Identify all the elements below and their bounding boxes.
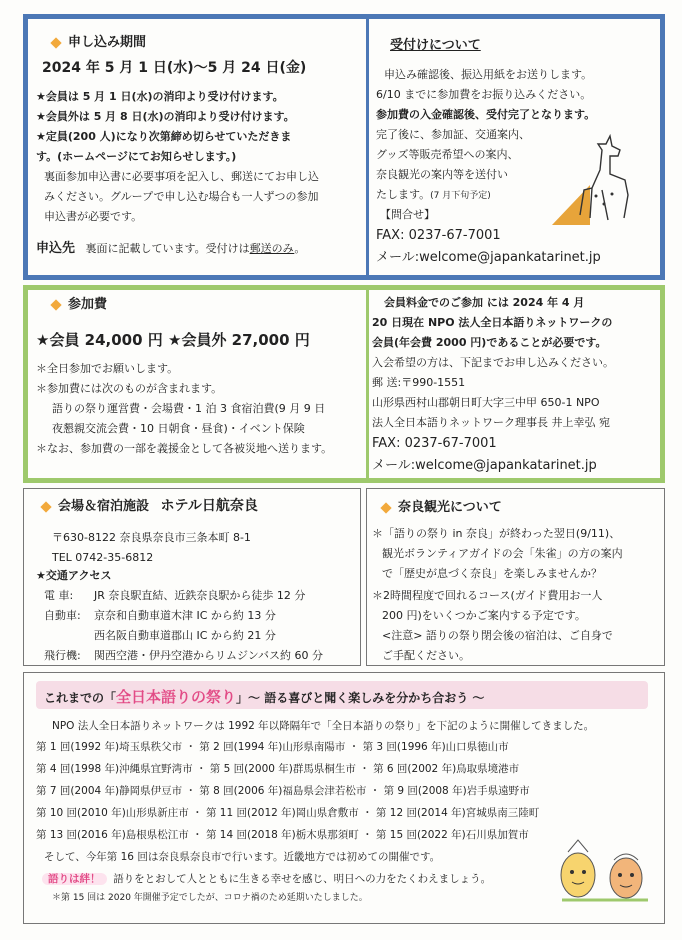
history-line: 第 10 回(2010 年)山形県新庄市 ・ 第 11 回(2012 年)岡山県倉敷市 ・ 第 12 回(2014 年)宮城県南三陸町 — [36, 807, 540, 819]
dest-text-underline: 郵送のみ — [249, 242, 295, 255]
history-pre: これまでの「 — [44, 691, 117, 705]
history-heading — [44, 688, 484, 706]
venue-tel: TEL 0742-35-6812 — [52, 551, 154, 564]
reception-fax: FAX: 0237-67-7001 — [376, 228, 501, 243]
member-line: 郵 送:〒990-1551 — [372, 376, 466, 389]
fee-title: 参加費 — [68, 297, 108, 312]
member-line: 法人全日本語りネットワーク理事長 井上幸弘 宛 — [372, 416, 610, 429]
period-line: す。(ホームページにてお知らせします。) — [36, 150, 237, 163]
diamond-icon — [50, 37, 61, 48]
top-divider — [366, 19, 369, 275]
reception-line: 参加費の入金確認後、受付完了となります。 — [376, 108, 596, 121]
dest-label: 申込先 — [36, 241, 76, 256]
access-key: 電 車: — [44, 589, 74, 602]
nara-line: ご手配ください。 — [382, 649, 470, 662]
diamond-icon — [40, 501, 51, 512]
reception-line-text: たします。 — [376, 188, 431, 201]
period-dates: 2024 年 5 月 1 日(水)～5 月 24 日(金) — [42, 60, 307, 76]
access-value: JR 奈良駅直結、近鉄奈良駅から徒歩 12 分 — [94, 589, 306, 602]
history-line: 第 13 回(2016 年)島根県松江市 ・ 第 14 回(2018 年)栃木県那須町 ・ 第 15 回(2022 年)石川県加賀市 — [36, 829, 529, 841]
nara-heading — [382, 500, 502, 516]
period-destination — [36, 241, 305, 257]
deer-illustration — [540, 130, 640, 230]
access-row — [44, 609, 276, 622]
period-title: 申し込み期間 — [68, 35, 147, 50]
history-name: 全日本語りの祭り — [116, 688, 237, 706]
fee-heading — [52, 297, 107, 313]
fee-amounts: ★会員 24,000 円 ★会員外 27,000 円 — [36, 331, 310, 349]
member-line: 会員(年会費 2000 円)であることが必要です。 — [372, 336, 607, 349]
venue-address: 〒630-8122 奈良県奈良市三条本町 8-1 — [52, 531, 251, 544]
nara-line: で「歴史が息づく奈良」を楽しみませんか？ — [382, 567, 602, 580]
access-row — [44, 649, 323, 662]
access-row — [44, 629, 276, 642]
access-key: 飛行機: — [44, 649, 81, 662]
dest-end: 。 — [294, 242, 306, 255]
period-line: 申込書が必要です。 — [44, 210, 143, 223]
period-line: ★会員外は 5 月 8 日(水)の消印より受け付けます。 — [36, 110, 295, 123]
access-value: 関西空港・伊丹空港からリムジンバス約 60 分 — [94, 649, 323, 662]
diamond-icon — [50, 299, 61, 310]
diamond-icon — [380, 502, 391, 513]
history-post: 」～ 語る喜びと聞く楽しみを分かち合おう ～ — [236, 691, 485, 705]
access-key: 自動車: — [44, 609, 81, 622]
reception-line: グッズ等販売希望への案内、 — [376, 148, 519, 161]
reception-note: (7 月下旬予定) — [430, 191, 491, 201]
nara-line: 観光ボランティアガイドの会「朱雀」の方の案内 — [382, 547, 623, 560]
reception-title: 受付けについて — [390, 38, 481, 53]
bond-text: 語りをとおして人とともに生きる幸せを感じ、明日への力をたくわえましょう。 — [113, 873, 492, 885]
history-line: 第 4 回(1998 年)沖縄県宜野湾市 ・ 第 5 回(2000 年)群馬県桐生市 ・ 第 6 回(2002 年)鳥取県境港市 — [36, 763, 520, 775]
contact-label: 【問合せ】 — [380, 208, 435, 221]
history-line: 第 1 回(1992 年)埼玉県秩父市 ・ 第 2 回(1994 年)山形県南陽市 ・ 第 3 回(1996 年)山口県徳山市 — [36, 741, 509, 753]
access-row — [44, 589, 305, 602]
bond-line — [42, 873, 491, 886]
member-fax: FAX: 0237-67-7001 — [372, 436, 497, 451]
access-value: 京奈和自動車道木津 IC から約 13 分 — [94, 609, 276, 622]
reception-line: 完了後に、参加証、交通案内、 — [376, 128, 530, 141]
member-line: 入会希望の方は、下記までお申し込みください。 — [372, 356, 614, 369]
fee-divider — [366, 290, 369, 478]
nara-line: <注意> 語りの祭り閉会後の宿泊は、ご自身で — [382, 629, 613, 642]
fee-line: 夜懇親交流会費・10 日朝食・昼食)・イベント保険 — [52, 422, 305, 435]
period-heading — [52, 35, 146, 51]
reception-line — [376, 188, 491, 202]
nara-line: ＊「語りの祭り in 奈良」が終わった翌日(9/11)、 — [372, 527, 621, 540]
venue-hotel: ホテル日航奈良 — [160, 498, 258, 514]
access-value: 西名阪自動車道郡山 IC から約 21 分 — [94, 629, 276, 642]
fee-line: ＊参加費には次のものが含まれます。 — [36, 382, 223, 395]
member-line: 山形県西村山郡朝日町大字三中甲 650-1 NPO — [372, 396, 600, 409]
dest-text: 裏面に記載しています。受付けは — [85, 242, 250, 255]
fee-line: ＊なお、参加費の一部を義援金として各被災地へ送ります。 — [36, 442, 333, 455]
access-title: ★交通アクセス — [36, 569, 112, 582]
history-footnote: ＊第 15 回は 2020 年開催予定でしたが、コロナ禍のため延期いたしました。 — [52, 893, 368, 903]
history-line: 第 7 回(2004 年)静岡県伊豆市 ・ 第 8 回(2006 年)福島県会津若松市 ・ 第 9 回(2008 年)岩手県遠野市 — [36, 785, 530, 797]
nara-line: 200 円)をいくつかご案内する予定です。 — [382, 609, 586, 622]
fee-line: 語りの祭り運営費・会場費・1 泊 3 食宿泊費(9 月 9 日 — [52, 402, 326, 415]
reception-line: 奈良観光の案内等を送付い — [376, 168, 508, 181]
reception-line: 6/10 までに参加費をお振り込みください。 — [376, 88, 592, 101]
period-line: みください。グループで申し込む場合も一人ずつの参加 — [44, 190, 319, 203]
nara-line: ＊2時間程度で回れるコース(ガイド費用お一人 — [372, 589, 603, 602]
bond-label: 語りは絆！ — [42, 873, 107, 885]
reception-mail: メール:welcome@japankatarinet.jp — [376, 250, 601, 265]
history-line: そして、今年第 16 回は奈良県奈良市で行います。近畿地方では初めての開催です。 — [44, 851, 441, 863]
member-line: 20 日現在 NPO 法人全日本語りネットワークの — [372, 316, 613, 329]
history-intro: NPO 法人全日本語りネットワークは 1992 年以降隔年で「全日本語りの祭り」を下記のように開催してきました。 — [52, 720, 595, 732]
reception-line: 申込み確認後、振込用紙をお送りします。 — [384, 68, 593, 81]
period-line: 裏面参加申込書に必要事項を記入し、郵送にてお申し込 — [44, 170, 319, 183]
nara-title: 奈良観光について — [398, 500, 502, 515]
period-line: ★会員は 5 月 1 日(水)の消印より受け付けます。 — [36, 90, 284, 103]
venue-heading — [42, 498, 258, 515]
venue-label: 会場＆宿泊施設 — [58, 499, 150, 514]
member-mail: メール:welcome@japankatarinet.jp — [372, 458, 597, 473]
mascot-illustration — [548, 830, 658, 910]
period-line: ★定員(200 人)になり次第締め切らせていただきま — [36, 130, 292, 143]
member-line: 会員料金でのご参加 には 2024 年 4 月 — [384, 296, 585, 309]
fee-line: ＊全日参加でお願いします。 — [36, 362, 179, 375]
